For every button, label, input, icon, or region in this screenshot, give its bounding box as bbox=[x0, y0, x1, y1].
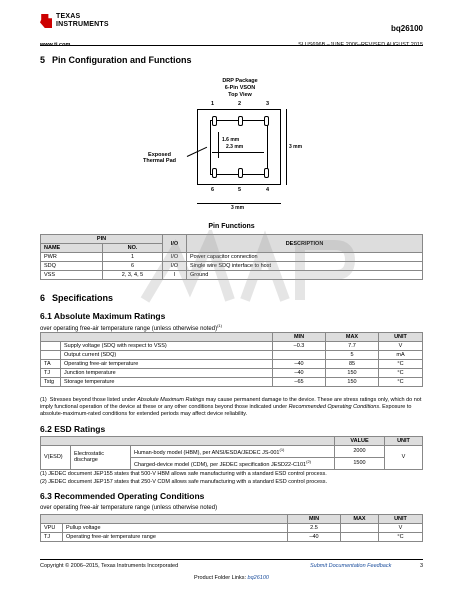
product-folder-links: Product Folder Links: bq26100 bbox=[194, 575, 269, 581]
brand-name bbox=[56, 13, 109, 29]
brand-line-1: TEXAS bbox=[56, 13, 81, 20]
pad-width-dim: 2.3 mm bbox=[226, 144, 244, 150]
esd-heading: 6.2 ESD Ratings bbox=[40, 424, 106, 434]
table-row: Output current (SDQ) 5 mA bbox=[41, 351, 423, 360]
name-header: NAME bbox=[41, 244, 103, 253]
package-outline bbox=[197, 109, 281, 185]
width-dim-line bbox=[197, 203, 281, 204]
brand-line-2: INSTRUMENTS bbox=[56, 21, 109, 28]
website-link[interactable]: www.ti.com bbox=[40, 42, 71, 48]
desc-header: DESCRIPTION bbox=[187, 235, 423, 253]
section-6-heading: 6 Specifications bbox=[40, 293, 114, 303]
table-row: TA Operating free-air temperature –40 85 °C bbox=[41, 360, 423, 369]
abs-max-table: MIN MAX UNIT Supply voltage (SDQ with respect to VSS) –0.3 7.7 V Output current (SDQ) 5 mA TA Operating free-air temperature –40 85 °C TJ Junction temperature –40 150 °C Tstg Storage temperature –65 150 °C bbox=[40, 332, 423, 387]
no-header: NO. bbox=[103, 244, 163, 253]
pin-label-4: 4 bbox=[266, 187, 270, 193]
table-row: Supply voltage (SDQ with respect to VSS) –0.3 7.7 V bbox=[41, 342, 423, 351]
pin-label-5: 5 bbox=[238, 187, 242, 193]
table-row: Tstg Storage temperature –65 150 °C bbox=[41, 378, 423, 387]
diagram-title: DRP Package 6-Pin VSON Top View bbox=[222, 78, 258, 98]
package-diagram bbox=[143, 78, 330, 218]
height-dim: 3 mm bbox=[289, 144, 303, 150]
pin-label-1: 1 bbox=[211, 101, 215, 107]
doc-revision: SLUS696B –JUNE 2006–REVISED AUGUST 2015 bbox=[298, 42, 423, 48]
pad-height-line bbox=[218, 132, 219, 158]
pad-height-dim: 1.6 mm bbox=[222, 137, 240, 143]
table-row: VSS 2, 3, 4, 5 I Ground bbox=[41, 271, 423, 280]
page-number: 3 bbox=[419, 563, 423, 569]
table-row: V(ESD) Electrostatic discharge Human-body model (HBM), per ANSI/ESDA/JEDEC JS-001$^{(1)}$ 2000 V bbox=[41, 446, 423, 458]
footer-rule bbox=[40, 559, 423, 560]
abs-max-note: (1) Stresses beyond those listed under Absolute Maximum Ratings may cause permanent damage to the device. These are stress ratings only, which do not imply functional operation of the device at these or any other conditions beyond those indicated under Recommended Operating Conditions. Exposure to absolute-maximum-rated conditions for extended periods may affect device reliability. bbox=[40, 397, 422, 417]
table-row: TJ Junction temperature –40 150 °C bbox=[41, 369, 423, 378]
feedback-link[interactable]: Submit Documentation Feedback bbox=[310, 563, 392, 569]
esd-table: VALUE UNIT V(ESD) Electrostatic discharge Human-body model (HBM), per ANSI/ESDA/JEDEC JS-001$^{(1)}$ 2000 V Charged-device model (CDM), per JEDEC specification JESD22-C101$^{(2)}$ 1500 bbox=[40, 436, 423, 470]
table-row: VPU Pullup voltage 2.5 V bbox=[41, 524, 423, 533]
part-number: bq26100 bbox=[390, 24, 423, 33]
rec-op-table: MIN MAX UNIT VPU Pullup voltage 2.5 V TJ Operating free-air temperature range –40 °C bbox=[40, 514, 423, 542]
pin-3 bbox=[264, 116, 269, 126]
height-dim-line bbox=[286, 109, 287, 185]
pin-1 bbox=[212, 116, 217, 126]
watermark-graphic bbox=[135, 230, 365, 320]
pad-width-line bbox=[212, 152, 264, 153]
abs-max-condition: over operating free-air temperature range (unless otherwise noted)$^{(1)}$ bbox=[40, 323, 222, 332]
rec-op-condition: over operating free-air temperature range (unless otherwise noted) bbox=[40, 505, 218, 511]
table-row: Charged-device model (CDM), per JEDEC specification JESD22-C101$^{(2)}$ 1500 bbox=[41, 457, 423, 469]
copyright-text: Copyright © 2006–2015, Texas Instruments Incorporated bbox=[40, 563, 179, 569]
section-5-heading: 5 Pin Configuration and Functions bbox=[40, 55, 192, 65]
ti-logo-icon bbox=[40, 14, 52, 28]
pin-label-6: 6 bbox=[211, 187, 215, 193]
rec-op-heading: 6.3 Recommended Operating Conditions bbox=[40, 491, 205, 501]
header-rule bbox=[40, 45, 423, 46]
table-row: PWR 1 I/O Power capacitor connection bbox=[41, 253, 423, 262]
pin-table-caption: Pin Functions bbox=[208, 223, 255, 230]
abs-max-heading: 6.1 Absolute Maximum Ratings bbox=[40, 311, 166, 321]
product-link[interactable]: bq26100 bbox=[247, 575, 269, 581]
pin-4 bbox=[264, 168, 269, 178]
page-header bbox=[40, 10, 423, 50]
table-row: SDQ 6 I/O Single wire SDQ interface to host bbox=[41, 262, 423, 271]
pin-label-2: 2 bbox=[238, 101, 242, 107]
esd-note-1: (1) JEDEC document JEP155 states that 500-V HBM allows safe manufacturing with a standard ESD control process. bbox=[40, 471, 327, 477]
io-header: I/O bbox=[163, 235, 187, 253]
table-row: TJ Operating free-air temperature range –40 °C bbox=[41, 533, 423, 542]
esd-note-2: (2) JEDEC document JEP157 states that 250-V CDM allows safe manufacturing with a standard ESD control process. bbox=[40, 479, 328, 485]
pin-header: PIN bbox=[41, 235, 163, 244]
pin-2 bbox=[238, 116, 243, 126]
pin-6 bbox=[212, 168, 217, 178]
pin-label-3: 3 bbox=[266, 101, 270, 107]
exposed-pad-label: Exposed Thermal Pad bbox=[143, 152, 177, 164]
width-dim: 3 mm bbox=[231, 205, 245, 211]
pin-5 bbox=[238, 168, 243, 178]
